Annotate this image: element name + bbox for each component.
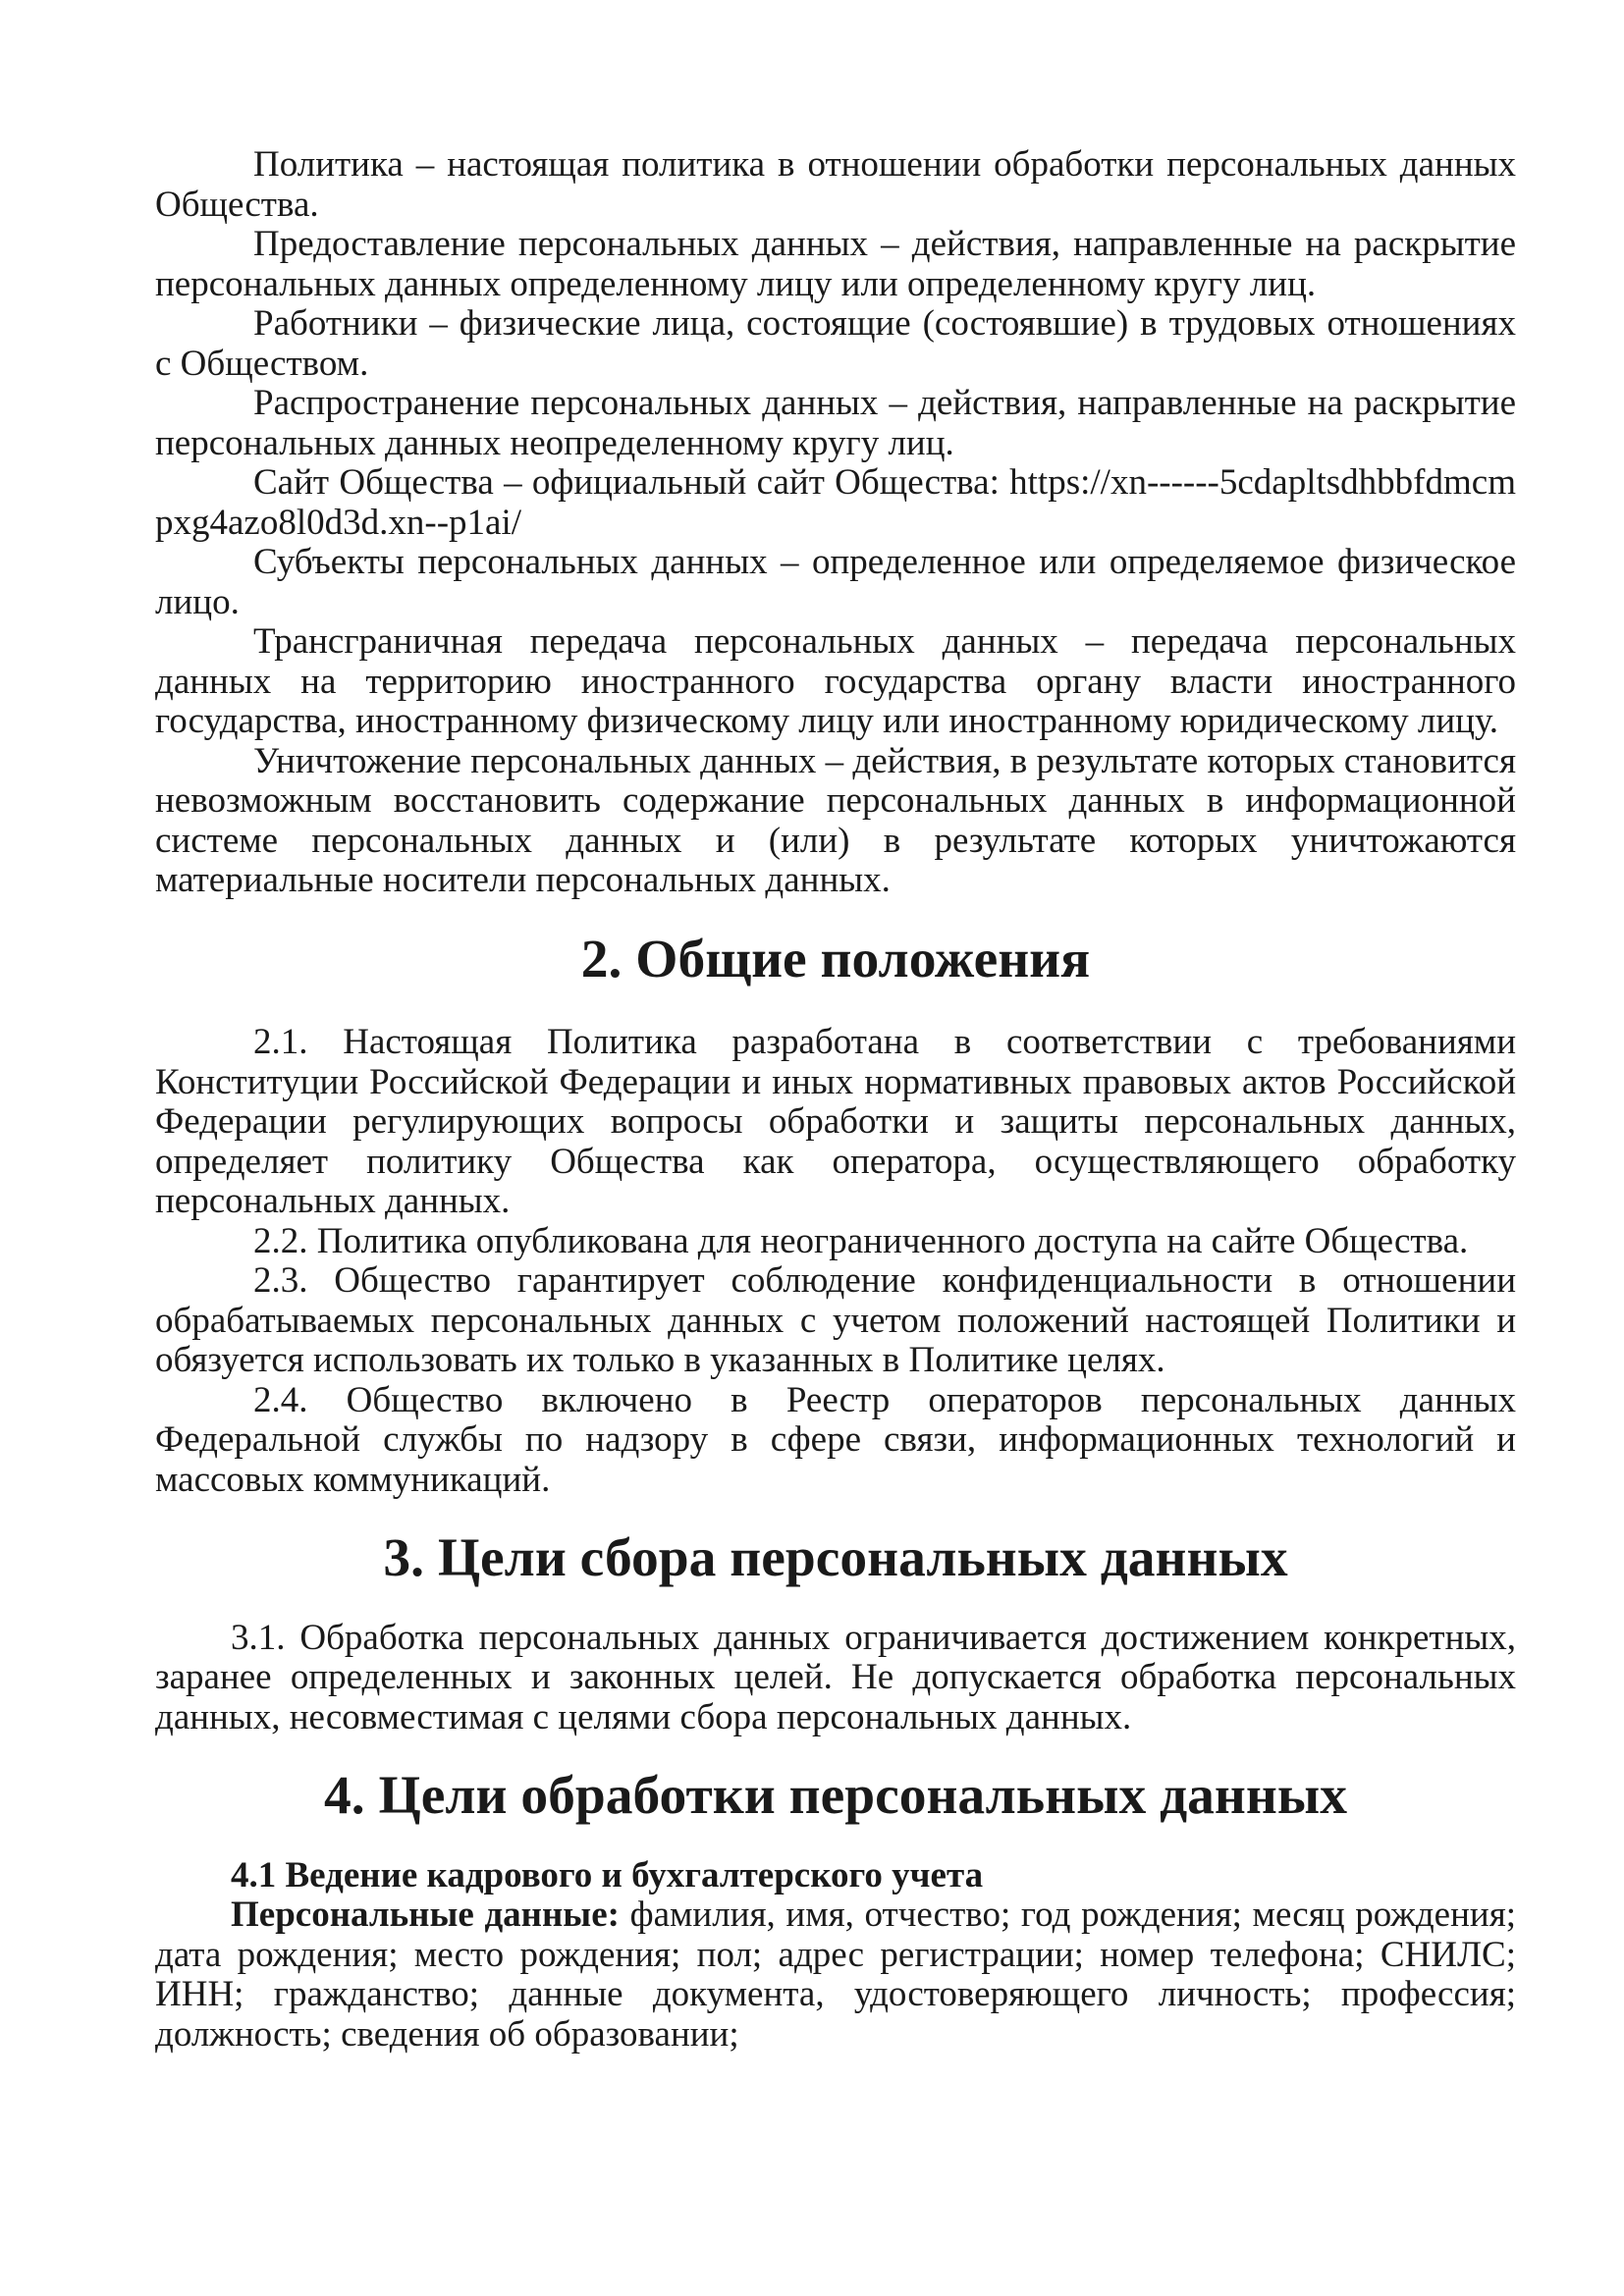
definition-paragraph: Предоставление персональных данных – действия, направленные на раскрытие персональных данных определенному лицу или определенному кругу лиц. (155, 224, 1516, 304)
section-2-item: 2.1. Настоящая Политика разработана в соответствии с требованиями Конституции Российской Федерации и иных нормативных правовых актов Российской Федерации регулирующих вопросы обработки и защиты персональных данных, определяет политику Общества как оператора, осуществляющего обработку персональных данных. (155, 1022, 1516, 1221)
definition-paragraph: Распространение персональных данных – действия, направленные на раскрытие персональных данных неопределенному кругу лиц. (155, 383, 1516, 463)
definition-paragraph: Уничтожение персональных данных – действия, в результате которых становится невозможным восстановить содержание персональных данных в информационной системе персональных данных и (или) в результате которых уничтожаются материальные носители персональных данных. (155, 740, 1516, 900)
definitions-list (155, 145, 1516, 901)
personal-data-label: Персональные данные: (231, 1895, 620, 1935)
document-page (155, 145, 1516, 2055)
section-2-heading: 2. Общие положения (580, 929, 1091, 989)
definition-paragraph: Работники – физические лица, состоящие (состоявшие) в трудовых отношениях с Обществом. (155, 303, 1516, 384)
section-3-body (155, 1619, 1516, 1738)
personal-data-paragraph (155, 1896, 1516, 2055)
section-2-item: 2.4. Общество включено в Реестр операторов персональных данных Федеральной службы по надзору в сфере связи, информационных технологий и массовых коммуникаций. (155, 1379, 1516, 1500)
section-3-heading: 3. Цели сбора персональных данных (383, 1528, 1288, 1588)
section-3-item: 3.1. Обработка персональных данных ограничивается достижением конкретных, заранее определенных и законных целей. Не допускается обработка персональных данных, несовместимая с целями сбора персональных данных. (155, 1617, 1516, 1737)
definition-paragraph: Политика – настоящая политика в отношении обработки персональных данных Общества. (155, 144, 1516, 225)
section-2-item: 2.3. Общество гарантирует соблюдение конфиденциальности в отношении обрабатываемых персональных данных с учетом положений настоящей Политики и обязуется использовать их только в указанных в Политике целях. (155, 1260, 1516, 1380)
definition-paragraph: Сайт Общества – официальный сайт Общества: https://xn------5cdapltsdhbbfdmcmpxg4azo8l0d3d.xn--p1ai/ (155, 462, 1516, 543)
section-2-item: 2.2. Политика опубликована для неограниченного доступа на сайте Общества. (253, 1220, 1469, 1261)
personal-data-text: фамилия, имя, отчество; год рождения; месяц рождения; дата рождения; место рождения; пол; адрес регистрации; номер телефона; СНИЛС; ИНН; гражданство; данные документа, удостоверяющего личность; профессия; должность; сведения об образовании; (155, 1895, 1516, 2055)
subsection-4-1-heading: 4.1 Ведение кадрового и бухгалтерского учета (231, 1854, 984, 1896)
definition-paragraph: Трансграничная передача персональных данных – передача персональных данных на территорию иностранного государства органу власти иностранного государства, иностранному физическому лицу или иностранному юридическому лицу. (155, 621, 1516, 741)
definition-paragraph: Субъекты персональных данных – определенное или определяемое физическое лицо. (155, 542, 1516, 622)
section-4-body (155, 1856, 1516, 2056)
section-4-heading: 4. Цели обработки персональных данных (324, 1766, 1347, 1826)
section-2-body (155, 1023, 1516, 1500)
